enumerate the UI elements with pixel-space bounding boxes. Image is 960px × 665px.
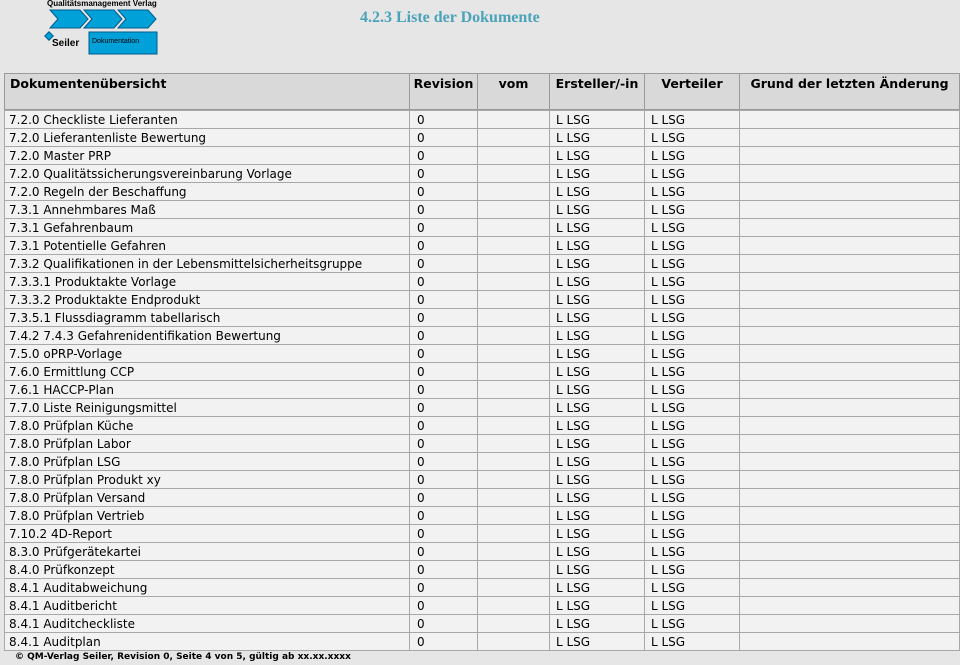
revision-cell: 0 xyxy=(410,111,478,129)
document-name-cell: 7.8.0 Prüfplan Versand xyxy=(5,489,410,507)
author-cell: L LSG xyxy=(550,201,645,219)
distribution-cell: L LSG xyxy=(645,615,740,633)
table-row xyxy=(5,381,960,399)
date-cell xyxy=(478,219,550,237)
date-cell xyxy=(478,489,550,507)
change-reason-cell xyxy=(740,219,960,237)
table-header-row xyxy=(5,74,960,110)
revision-cell: 0 xyxy=(410,489,478,507)
revision-cell: 0 xyxy=(410,597,478,615)
distribution-cell: L LSG xyxy=(645,327,740,345)
document-name-cell: 7.6.0 Ermittlung CCP xyxy=(5,363,410,381)
author-cell: L LSG xyxy=(550,561,645,579)
distribution-cell: L LSG xyxy=(645,579,740,597)
change-reason-cell xyxy=(740,309,960,327)
author-cell: L LSG xyxy=(550,381,645,399)
document-name-cell: 7.2.0 Qualitätssicherungsvereinbarung Vorlage xyxy=(5,165,410,183)
company-logo xyxy=(44,0,164,58)
table-row xyxy=(5,129,960,147)
table-row xyxy=(5,237,960,255)
change-reason-cell xyxy=(740,399,960,417)
revision-cell: 0 xyxy=(410,399,478,417)
document-name-cell: 7.5.0 oPRP-Vorlage xyxy=(5,345,410,363)
logo-name: Seiler xyxy=(52,38,80,49)
document-name-cell: 7.2.0 Regeln der Beschaffung xyxy=(5,183,410,201)
change-reason-cell xyxy=(740,327,960,345)
revision-cell: 0 xyxy=(410,345,478,363)
distribution-cell: L LSG xyxy=(645,381,740,399)
date-cell xyxy=(478,129,550,147)
table-row xyxy=(5,183,960,201)
distribution-cell: L LSG xyxy=(645,525,740,543)
logo-graphic xyxy=(44,0,164,58)
document-name-cell: 7.2.0 Checkliste Lieferanten xyxy=(5,111,410,129)
author-cell: L LSG xyxy=(550,633,645,651)
change-reason-cell xyxy=(740,543,960,561)
table-row xyxy=(5,165,960,183)
table-row xyxy=(5,471,960,489)
header-change-reason: Grund der letzten Änderung xyxy=(740,74,960,110)
revision-cell: 0 xyxy=(410,273,478,291)
distribution-cell: L LSG xyxy=(645,543,740,561)
author-cell: L LSG xyxy=(550,615,645,633)
table-row xyxy=(5,219,960,237)
revision-cell: 0 xyxy=(410,525,478,543)
distribution-cell: L LSG xyxy=(645,165,740,183)
date-cell xyxy=(478,399,550,417)
date-cell xyxy=(478,363,550,381)
document-name-cell: 7.8.0 Prüfplan Vertrieb xyxy=(5,507,410,525)
distribution-cell: L LSG xyxy=(645,471,740,489)
document-name-cell: 7.3.1 Annehmbares Maß xyxy=(5,201,410,219)
change-reason-cell xyxy=(740,579,960,597)
table-row xyxy=(5,543,960,561)
table-row xyxy=(5,453,960,471)
distribution-cell: L LSG xyxy=(645,309,740,327)
revision-cell: 0 xyxy=(410,417,478,435)
date-cell xyxy=(478,201,550,219)
change-reason-cell xyxy=(740,453,960,471)
revision-cell: 0 xyxy=(410,291,478,309)
distribution-cell: L LSG xyxy=(645,201,740,219)
table-row xyxy=(5,201,960,219)
distribution-cell: L LSG xyxy=(645,489,740,507)
document-name-cell: 7.8.0 Prüfplan Labor xyxy=(5,435,410,453)
revision-cell: 0 xyxy=(410,183,478,201)
date-cell xyxy=(478,237,550,255)
date-cell xyxy=(478,309,550,327)
document-name-cell: 8.4.1 Auditabweichung xyxy=(5,579,410,597)
date-cell xyxy=(478,579,550,597)
revision-cell: 0 xyxy=(410,615,478,633)
author-cell: L LSG xyxy=(550,309,645,327)
change-reason-cell xyxy=(740,129,960,147)
change-reason-cell xyxy=(740,489,960,507)
table-row xyxy=(5,255,960,273)
document-name-cell: 7.10.2 4D-Report xyxy=(5,525,410,543)
revision-cell: 0 xyxy=(410,327,478,345)
author-cell: L LSG xyxy=(550,543,645,561)
page-footer: © QM-Verlag Seiler, Revision 0, Seite 4 von 5, gültig ab xx.xx.xxxx xyxy=(15,652,351,662)
author-cell: L LSG xyxy=(550,399,645,417)
change-reason-cell xyxy=(740,165,960,183)
change-reason-cell xyxy=(740,345,960,363)
table-row xyxy=(5,147,960,165)
document-name-cell: 8.4.1 Auditplan xyxy=(5,633,410,651)
document-name-cell: 7.3.5.1 Flussdiagramm tabellarisch xyxy=(5,309,410,327)
author-cell: L LSG xyxy=(550,273,645,291)
revision-cell: 0 xyxy=(410,435,478,453)
change-reason-cell xyxy=(740,363,960,381)
document-name-cell: 7.8.0 Prüfplan LSG xyxy=(5,453,410,471)
revision-cell: 0 xyxy=(410,363,478,381)
distribution-cell: L LSG xyxy=(645,363,740,381)
document-table xyxy=(4,73,960,651)
table-row xyxy=(5,111,960,129)
change-reason-cell xyxy=(740,291,960,309)
revision-cell: 0 xyxy=(410,129,478,147)
logo-title: Qualitätsmanagement Verlag xyxy=(47,0,157,8)
distribution-cell: L LSG xyxy=(645,633,740,651)
distribution-cell: L LSG xyxy=(645,417,740,435)
document-name-cell: 7.6.1 HACCP-Plan xyxy=(5,381,410,399)
author-cell: L LSG xyxy=(550,435,645,453)
table-row xyxy=(5,525,960,543)
revision-cell: 0 xyxy=(410,507,478,525)
change-reason-cell xyxy=(740,183,960,201)
change-reason-cell xyxy=(740,561,960,579)
revision-cell: 0 xyxy=(410,165,478,183)
document-name-cell: 7.3.2 Qualifikationen in der Lebensmittelsicherheitsgruppe xyxy=(5,255,410,273)
revision-cell: 0 xyxy=(410,237,478,255)
table-row xyxy=(5,579,960,597)
document-name-cell: 7.8.0 Prüfplan Küche xyxy=(5,417,410,435)
table-row xyxy=(5,507,960,525)
revision-cell: 0 xyxy=(410,381,478,399)
document-name-cell: 7.3.1 Potentielle Gefahren xyxy=(5,237,410,255)
author-cell: L LSG xyxy=(550,579,645,597)
revision-cell: 0 xyxy=(410,633,478,651)
date-cell xyxy=(478,507,550,525)
revision-cell: 0 xyxy=(410,561,478,579)
page-title: 4.2.3 Liste der Dokumente xyxy=(360,9,540,26)
distribution-cell: L LSG xyxy=(645,273,740,291)
author-cell: L LSG xyxy=(550,417,645,435)
author-cell: L LSG xyxy=(550,471,645,489)
date-cell xyxy=(478,525,550,543)
distribution-cell: L LSG xyxy=(645,435,740,453)
date-cell xyxy=(478,255,550,273)
author-cell: L LSG xyxy=(550,345,645,363)
distribution-cell: L LSG xyxy=(645,147,740,165)
distribution-cell: L LSG xyxy=(645,507,740,525)
date-cell xyxy=(478,345,550,363)
date-cell xyxy=(478,615,550,633)
date-cell xyxy=(478,561,550,579)
change-reason-cell xyxy=(740,471,960,489)
header-document-overview: Dokumentenübersicht xyxy=(5,74,410,110)
distribution-cell: L LSG xyxy=(645,399,740,417)
header-author: Ersteller/-in xyxy=(550,74,645,110)
change-reason-cell xyxy=(740,525,960,543)
distribution-cell: L LSG xyxy=(645,219,740,237)
revision-cell: 0 xyxy=(410,255,478,273)
document-name-cell: 7.2.0 Lieferantenliste Bewertung xyxy=(5,129,410,147)
date-cell xyxy=(478,111,550,129)
table-row xyxy=(5,597,960,615)
change-reason-cell xyxy=(740,201,960,219)
author-cell: L LSG xyxy=(550,255,645,273)
date-cell xyxy=(478,381,550,399)
change-reason-cell xyxy=(740,147,960,165)
header-revision: Revision xyxy=(410,74,478,110)
author-cell: L LSG xyxy=(550,129,645,147)
table-row xyxy=(5,561,960,579)
author-cell: L LSG xyxy=(550,327,645,345)
change-reason-cell xyxy=(740,615,960,633)
author-cell: L LSG xyxy=(550,453,645,471)
change-reason-cell xyxy=(740,237,960,255)
revision-cell: 0 xyxy=(410,543,478,561)
document-name-cell: 7.3.3.1 Produktakte Vorlage xyxy=(5,273,410,291)
table-row xyxy=(5,273,960,291)
table-row xyxy=(5,291,960,309)
author-cell: L LSG xyxy=(550,525,645,543)
change-reason-cell xyxy=(740,597,960,615)
document-name-cell: 7.7.0 Liste Reinigungsmittel xyxy=(5,399,410,417)
document-name-cell: 7.3.1 Gefahrenbaum xyxy=(5,219,410,237)
date-cell xyxy=(478,291,550,309)
date-cell xyxy=(478,435,550,453)
change-reason-cell xyxy=(740,381,960,399)
date-cell xyxy=(478,183,550,201)
date-cell xyxy=(478,327,550,345)
date-cell xyxy=(478,543,550,561)
date-cell xyxy=(478,597,550,615)
revision-cell: 0 xyxy=(410,579,478,597)
table-row xyxy=(5,417,960,435)
author-cell: L LSG xyxy=(550,507,645,525)
distribution-cell: L LSG xyxy=(645,129,740,147)
table-row xyxy=(5,435,960,453)
distribution-cell: L LSG xyxy=(645,561,740,579)
distribution-cell: L LSG xyxy=(645,111,740,129)
header-date: vom xyxy=(478,74,550,110)
table-row xyxy=(5,345,960,363)
document-name-cell: 8.4.1 Auditbericht xyxy=(5,597,410,615)
revision-cell: 0 xyxy=(410,309,478,327)
author-cell: L LSG xyxy=(550,489,645,507)
date-cell xyxy=(478,417,550,435)
document-name-cell: 8.4.0 Prüfkonzept xyxy=(5,561,410,579)
distribution-cell: L LSG xyxy=(645,183,740,201)
date-cell xyxy=(478,273,550,291)
distribution-cell: L LSG xyxy=(645,453,740,471)
author-cell: L LSG xyxy=(550,237,645,255)
distribution-cell: L LSG xyxy=(645,597,740,615)
date-cell xyxy=(478,453,550,471)
change-reason-cell xyxy=(740,507,960,525)
table-body xyxy=(5,111,960,651)
table-row xyxy=(5,633,960,651)
document-name-cell: 8.3.0 Prüfgerätekartei xyxy=(5,543,410,561)
table-row xyxy=(5,309,960,327)
distribution-cell: L LSG xyxy=(645,255,740,273)
change-reason-cell xyxy=(740,435,960,453)
change-reason-cell xyxy=(740,633,960,651)
revision-cell: 0 xyxy=(410,453,478,471)
document-name-cell: 7.8.0 Prüfplan Produkt xy xyxy=(5,471,410,489)
author-cell: L LSG xyxy=(550,597,645,615)
author-cell: L LSG xyxy=(550,363,645,381)
table-row xyxy=(5,363,960,381)
distribution-cell: L LSG xyxy=(645,291,740,309)
table-row xyxy=(5,615,960,633)
document-name-cell: 8.4.1 Auditcheckliste xyxy=(5,615,410,633)
change-reason-cell xyxy=(740,273,960,291)
table-row xyxy=(5,327,960,345)
distribution-cell: L LSG xyxy=(645,237,740,255)
document-name-cell: 7.2.0 Master PRP xyxy=(5,147,410,165)
date-cell xyxy=(478,471,550,489)
change-reason-cell xyxy=(740,255,960,273)
revision-cell: 0 xyxy=(410,147,478,165)
author-cell: L LSG xyxy=(550,111,645,129)
document-name-cell: 7.4.2 7.4.3 Gefahrenidentifikation Bewertung xyxy=(5,327,410,345)
date-cell xyxy=(478,633,550,651)
author-cell: L LSG xyxy=(550,291,645,309)
logo-tagline: Dokumentation xyxy=(92,38,140,45)
page-header xyxy=(0,0,960,72)
revision-cell: 0 xyxy=(410,471,478,489)
author-cell: L LSG xyxy=(550,219,645,237)
date-cell xyxy=(478,165,550,183)
revision-cell: 0 xyxy=(410,201,478,219)
change-reason-cell xyxy=(740,111,960,129)
table-row xyxy=(5,399,960,417)
table-row xyxy=(5,489,960,507)
header-distribution: Verteiler xyxy=(645,74,740,110)
date-cell xyxy=(478,147,550,165)
author-cell: L LSG xyxy=(550,147,645,165)
distribution-cell: L LSG xyxy=(645,345,740,363)
author-cell: L LSG xyxy=(550,165,645,183)
author-cell: L LSG xyxy=(550,183,645,201)
document-name-cell: 7.3.3.2 Produktakte Endprodukt xyxy=(5,291,410,309)
revision-cell: 0 xyxy=(410,219,478,237)
change-reason-cell xyxy=(740,417,960,435)
